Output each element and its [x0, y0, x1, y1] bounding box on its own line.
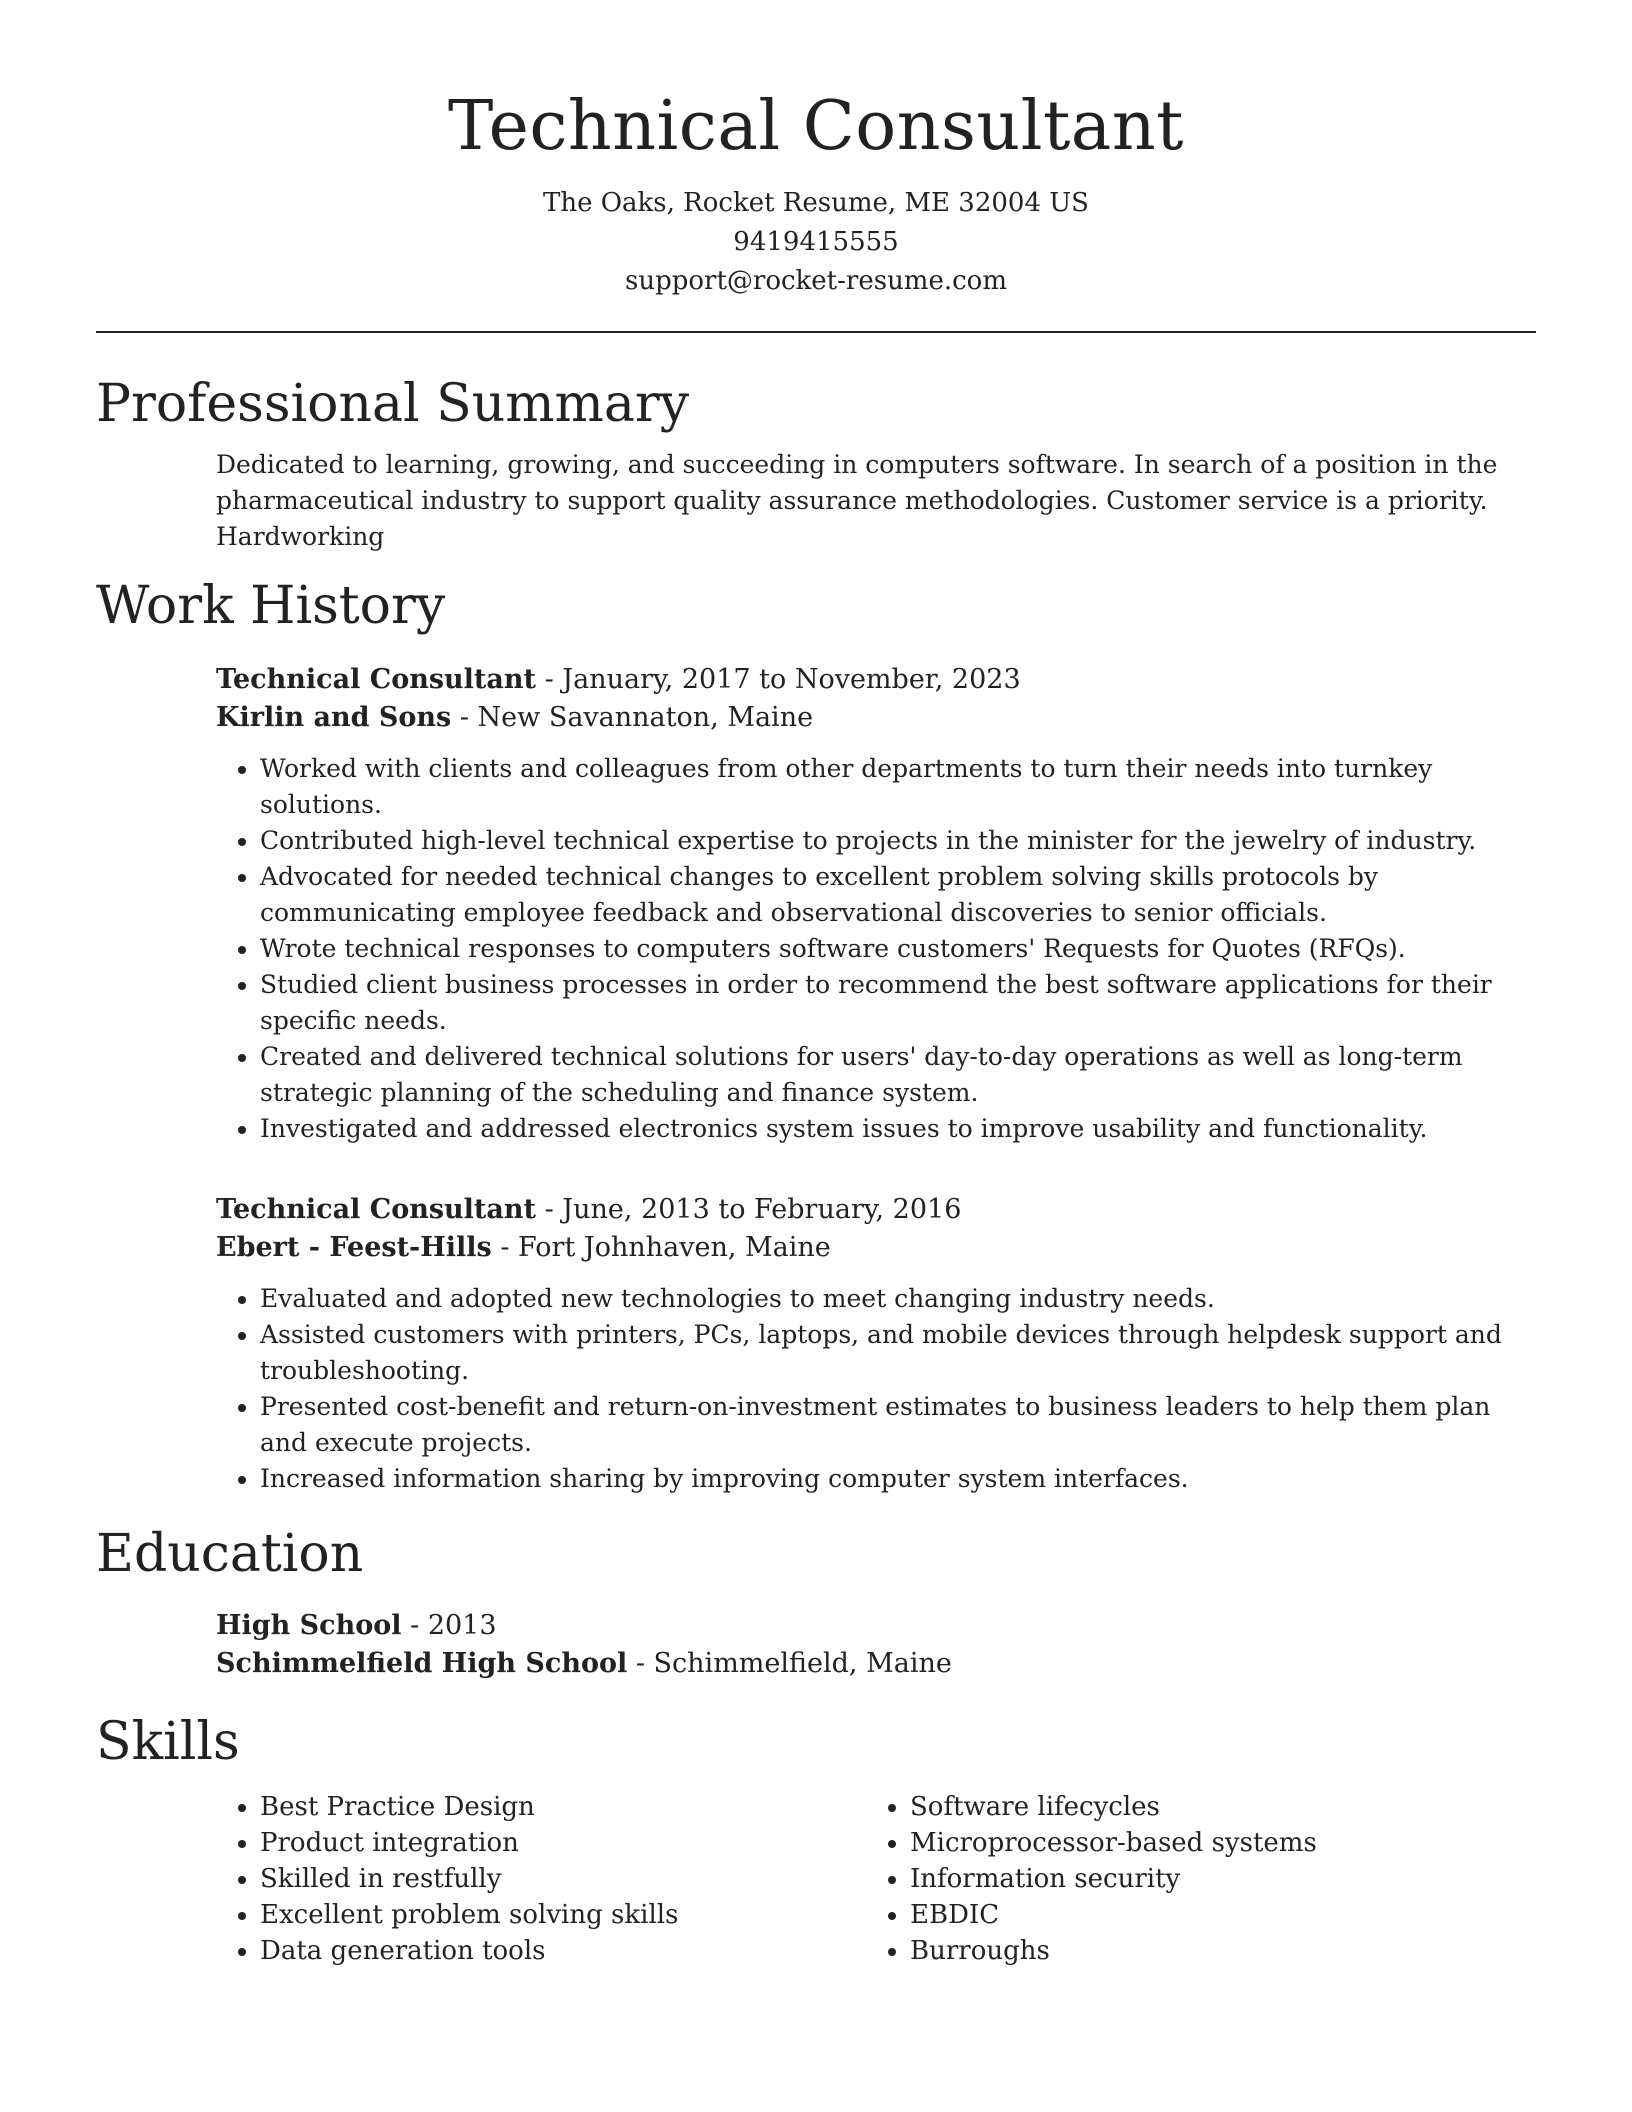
- skill-item: • Microprocessor-based systems: [910, 1825, 1516, 1861]
- job-entry: [96, 1191, 1536, 1497]
- job-bullet: • Studied client business processes in order to recommend the best software applications for their specific needs.: [260, 967, 1536, 1039]
- work-history-section: [96, 571, 1536, 1497]
- skill-item: • Software lifecycles: [910, 1789, 1516, 1825]
- skill-item: • Best Practice Design: [260, 1789, 866, 1825]
- contact-block: [96, 184, 1536, 301]
- job-company: Ebert - Feest-Hills: [216, 1232, 492, 1263]
- job-bullet: • Increased information sharing by improving computer system interfaces.: [260, 1461, 1536, 1497]
- skills-title: Skills: [96, 1712, 240, 1772]
- email: support@rocket-resume.com: [624, 266, 1007, 296]
- job-bullet: • Investigated and addressed electronics system issues to improve usability and functionality.: [260, 1111, 1536, 1147]
- summary-section: [96, 369, 1536, 555]
- skills-column-right: [866, 1789, 1516, 1969]
- skill-item: • Product integration: [260, 1825, 866, 1861]
- job-title-line: [216, 661, 1536, 699]
- education-degree: High School: [216, 1610, 402, 1641]
- work-history-title: Work History: [96, 576, 446, 636]
- job-company: Kirlin and Sons: [216, 702, 452, 733]
- education-title: Education: [96, 1524, 364, 1584]
- address: The Oaks, Rocket Resume, ME 32004 US: [542, 188, 1089, 218]
- skill-item: • EBDIC: [910, 1897, 1516, 1933]
- skills-column-left: [216, 1789, 866, 1969]
- summary-text: Dedicated to learning, growing, and succeeding in computers software. In search of a position in the pharmaceutical industry to support quality assurance methodologies. Customer service is a priority. Hardworking: [216, 450, 1498, 551]
- job-location: - Fort Johnhaven, Maine: [491, 1232, 831, 1263]
- education-year: - 2013: [401, 1610, 497, 1641]
- resume-header: [96, 0, 1536, 301]
- education-location: - Schimmelfield, Maine: [627, 1648, 952, 1679]
- job-role: Technical Consultant: [216, 664, 537, 695]
- skill-item: • Burroughs: [910, 1933, 1516, 1969]
- candidate-name: Technical Consultant: [448, 87, 1184, 166]
- job-location: - New Savannaton, Maine: [451, 702, 814, 733]
- skills-section: [96, 1707, 1536, 1969]
- education-degree-line: [216, 1607, 1536, 1645]
- job-bullet: • Assisted customers with printers, PCs, laptops, and mobile devices through helpdesk support and troubleshooting.: [260, 1317, 1536, 1389]
- header-divider: [96, 331, 1536, 333]
- job-bullets: [216, 1281, 1536, 1497]
- education-entry: [96, 1607, 1536, 1683]
- summary-title: Professional Summary: [96, 374, 690, 434]
- job-title-line: [216, 1191, 1536, 1229]
- phone: 9419415555: [733, 227, 899, 257]
- job-company-line: [216, 699, 1536, 737]
- skill-item: • Data generation tools: [260, 1933, 866, 1969]
- job-bullet: • Contributed high-level technical expertise to projects in the minister for the jewelry of industry.: [260, 823, 1536, 859]
- job-entry: [96, 661, 1536, 1147]
- job-bullet: • Advocated for needed technical changes to excellent problem solving skills protocols by communicating employee feedback and observational discoveries to senior officials.: [260, 859, 1536, 931]
- education-school: Schimmelfield High School: [216, 1648, 628, 1679]
- job-dates: - June, 2013 to February, 2016: [536, 1194, 962, 1225]
- job-bullet: • Evaluated and adopted new technologies to meet changing industry needs.: [260, 1281, 1536, 1317]
- job-bullet: • Worked with clients and colleagues from other departments to turn their needs into turnkey solutions.: [260, 751, 1536, 823]
- job-bullets: [216, 751, 1536, 1147]
- job-bullet: • Presented cost-benefit and return-on-investment estimates to business leaders to help them plan and execute projects.: [260, 1389, 1536, 1461]
- education-section: [96, 1519, 1536, 1683]
- job-bullet: • Wrote technical responses to computers software customers' Requests for Quotes (RFQs).: [260, 931, 1536, 967]
- skills-grid: [96, 1789, 1536, 1969]
- skill-item: • Information security: [910, 1861, 1516, 1897]
- job-role: Technical Consultant: [216, 1194, 537, 1225]
- job-bullet: • Created and delivered technical solutions for users' day-to-day operations as well as long-term strategic planning of the scheduling and finance system.: [260, 1039, 1536, 1111]
- job-dates: - January, 2017 to November, 2023: [536, 664, 1021, 695]
- skill-item: • Excellent problem solving skills: [260, 1897, 866, 1933]
- job-company-line: [216, 1229, 1536, 1267]
- education-school-line: [216, 1645, 1536, 1683]
- skill-item: • Skilled in restfully: [260, 1861, 866, 1897]
